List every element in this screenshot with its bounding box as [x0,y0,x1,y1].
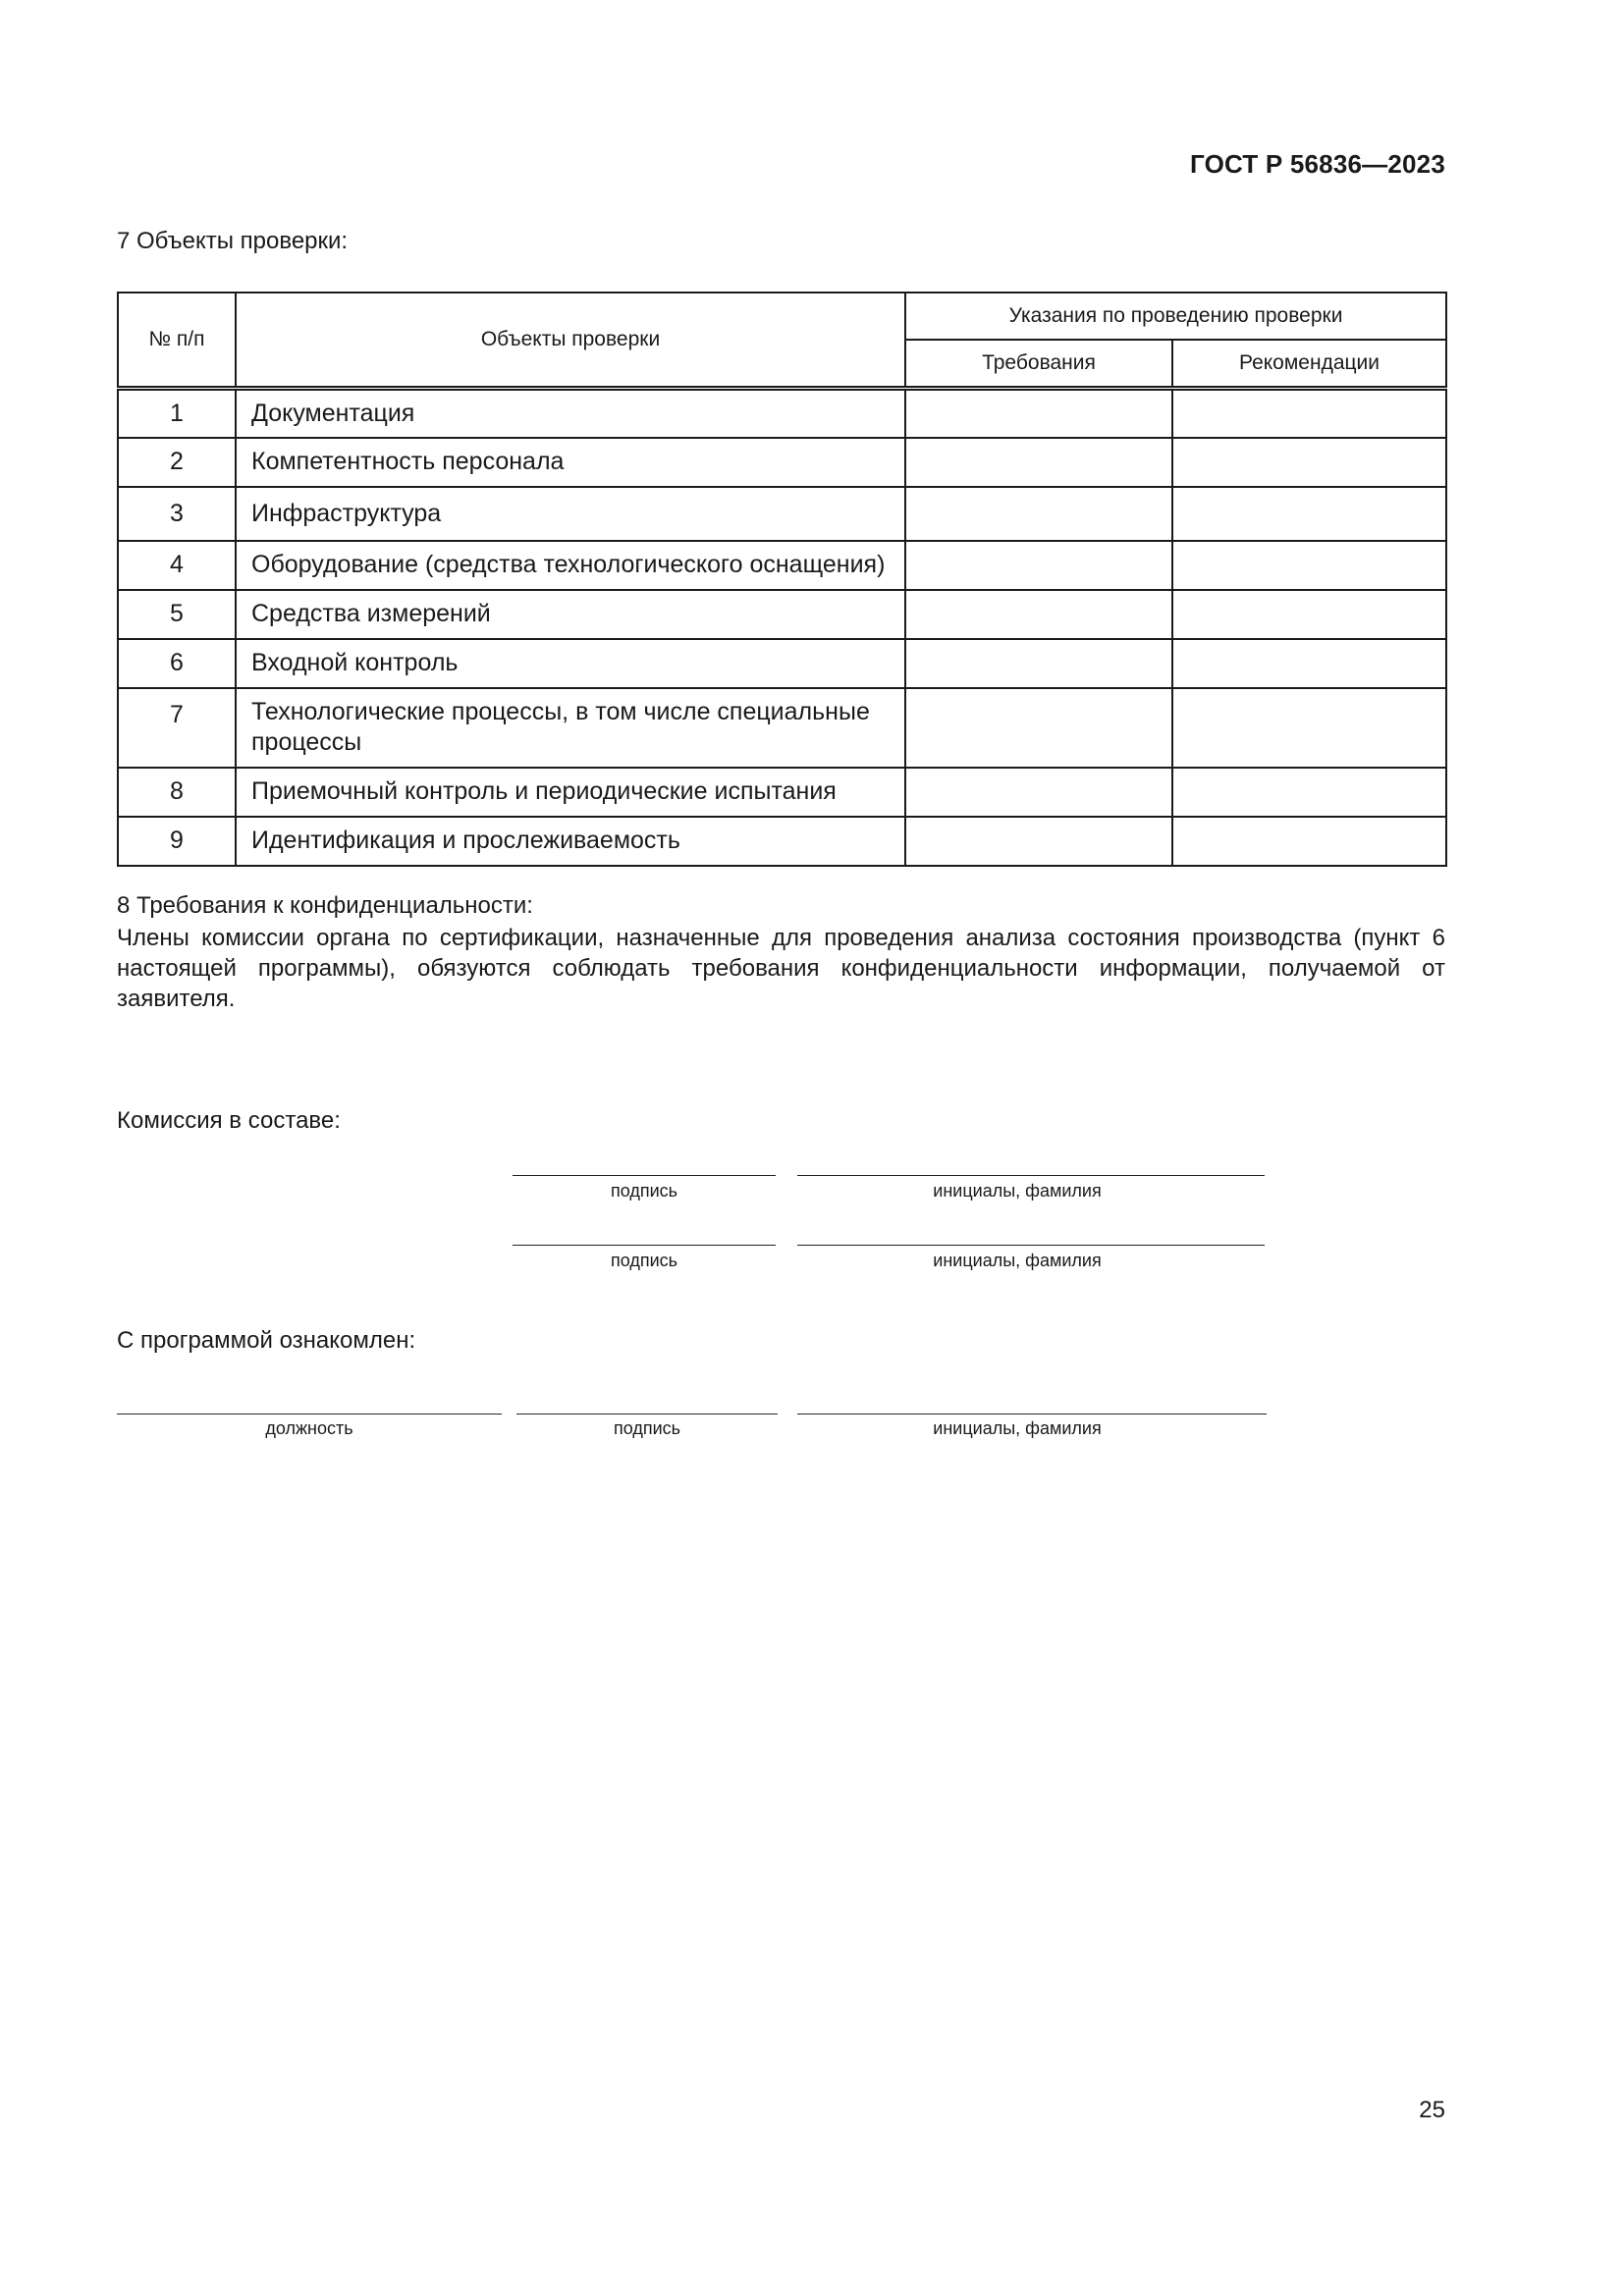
name-caption: инициалы, фамилия [933,1251,1102,1270]
table-header-row [118,293,1446,340]
requirements-cell [905,768,1172,817]
requirements-cell [905,639,1172,688]
row-object-name: Идентификация и прослеживаемость [236,817,905,866]
row-number: 6 [118,639,236,688]
recommendations-cell [1172,817,1446,866]
section-8-heading: 8 Требования к конфиденциальности: [117,892,533,919]
column-header-objects: Объекты проверки [236,293,905,389]
recommendations-cell [1172,438,1446,487]
page-number: 25 [1419,2097,1445,2123]
table-row [118,817,1446,866]
row-object-name: Инфраструктура [236,487,905,541]
requirements-cell [905,389,1172,438]
inspection-objects-table [117,292,1447,867]
row-object-name: Приемочный контроль и периодические испытания [236,768,905,817]
table-row [118,487,1446,541]
signature-caption: подпись [610,1181,678,1201]
recommendations-cell [1172,389,1446,438]
row-number: 5 [118,590,236,639]
requirements-cell [905,541,1172,590]
column-header-number: № п/п [118,293,236,389]
recommendations-cell [1172,639,1446,688]
confidentiality-text: Члены комиссии органа по сертификации, назначенные для проведения анализа состояния производства (пункт 6 настоящей программы), обязуются соблюдать требования конфиденциальности информации, получаемой от заявителя. [117,925,1445,1012]
requirements-cell [905,688,1172,768]
row-number: 4 [118,541,236,590]
requirements-cell [905,817,1172,866]
requirements-cell [905,438,1172,487]
name-line [797,1175,1265,1176]
name-line [797,1245,1265,1246]
recommendations-cell [1172,541,1446,590]
signature-caption: подпись [610,1251,678,1270]
table-row [118,389,1446,438]
requirements-cell [905,487,1172,541]
column-header-recommendations: Рекомендации [1172,340,1446,389]
requirements-cell [905,590,1172,639]
name-caption: инициалы, фамилия [933,1181,1102,1201]
position-line [117,1414,502,1415]
row-object-name: Технологические процессы, в том числе специальные процессы [236,688,905,768]
table-row [118,768,1446,817]
row-number: 3 [118,487,236,541]
recommendations-cell [1172,768,1446,817]
row-number: 8 [118,768,236,817]
row-number: 9 [118,817,236,866]
recommendations-cell [1172,590,1446,639]
row-object-name: Средства измерений [236,590,905,639]
column-header-requirements: Требования [905,340,1172,389]
column-header-instructions: Указания по проведению проверки [905,293,1446,340]
row-number: 2 [118,438,236,487]
commission-label: Комиссия в составе: [117,1107,341,1134]
acknowledgement-label: С программой ознакомлен: [117,1327,416,1354]
row-number: 7 [118,688,236,768]
table-row [118,688,1446,768]
recommendations-cell [1172,688,1446,768]
row-object-name: Входной контроль [236,639,905,688]
name-line [797,1414,1267,1415]
document-code: ГОСТ Р 56836—2023 [1190,149,1445,179]
table-row [118,438,1446,487]
position-caption: должность [265,1418,353,1438]
row-object-name: Документация [236,389,905,438]
table-row [118,541,1446,590]
recommendations-cell [1172,487,1446,541]
row-object-name: Компетентность персонала [236,438,905,487]
signature-line [513,1175,776,1176]
name-caption: инициалы, фамилия [933,1418,1102,1438]
table-row [118,639,1446,688]
table-row [118,590,1446,639]
signature-line [513,1245,776,1246]
row-object-name: Оборудование (средства технологического оснащения) [236,541,905,590]
row-number: 1 [118,389,236,438]
signature-line [516,1414,778,1415]
section-7-heading: 7 Объекты проверки: [117,228,349,254]
signature-caption: подпись [613,1418,681,1438]
